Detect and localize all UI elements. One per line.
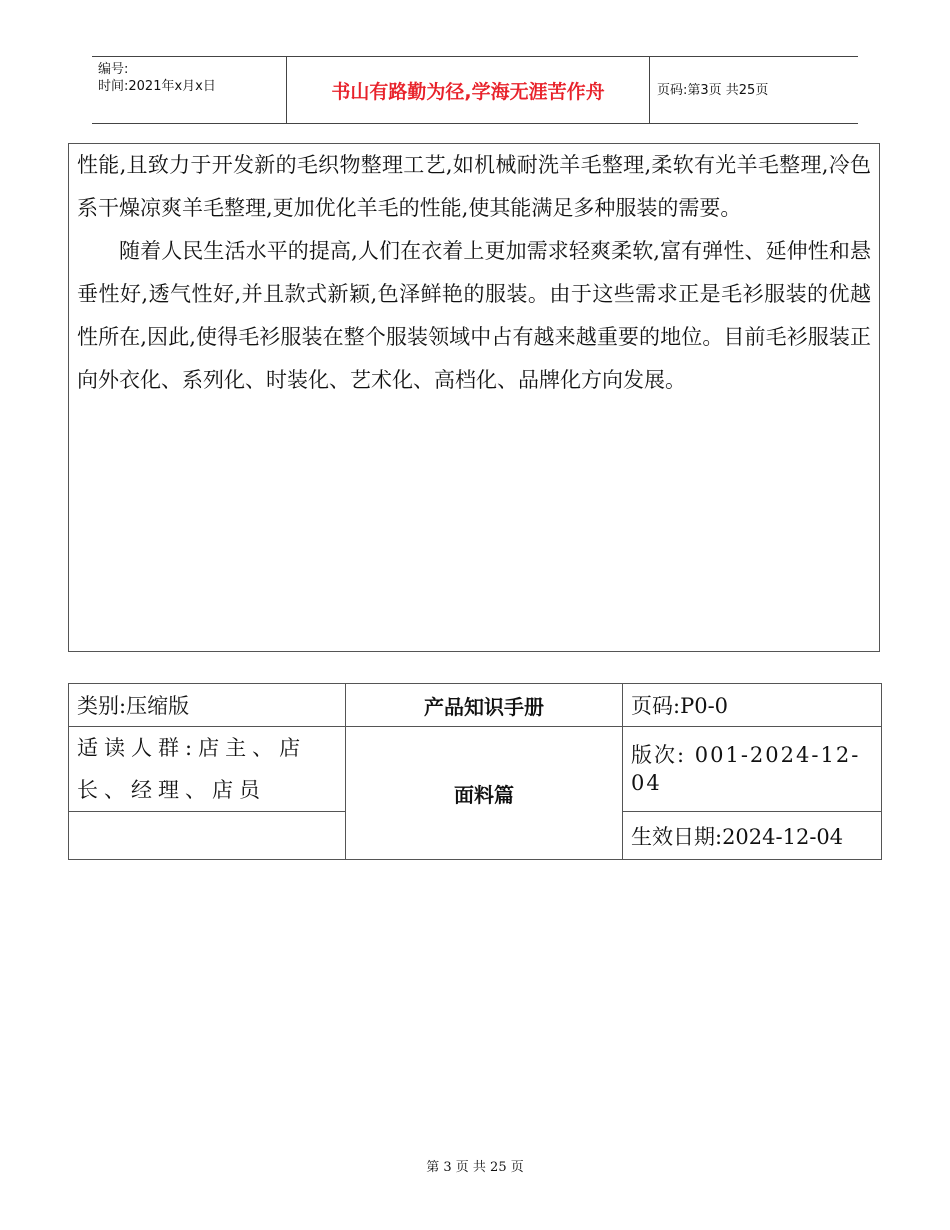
- paragraph-2: 随着人民生活水平的提高,人们在衣着上更加需求轻爽柔软,富有弹性、延伸性和悬垂性好,透气性好,并且款式新颖,色泽鲜艳的服装。由于这些需求正是毛衫服装的优越性所在,因此,使得毛衫服装在整个服装领域中占有越来越重要的地位。目前毛衫服装正向外衣化、系列化、时装化、艺术化、高档化、品牌化方向发展。: [77, 239, 871, 392]
- section-cell: 面料篇: [346, 727, 623, 860]
- header-page-cell: [649, 57, 858, 123]
- document-header: [92, 56, 858, 124]
- header-meta: [92, 57, 286, 123]
- serial-label: 编号:: [98, 62, 129, 77]
- time-label: 时间:2021年x月x日: [98, 79, 216, 94]
- header-motto: 书山有路勤为径,学海无涯苦作舟: [331, 80, 605, 103]
- empty-cell: [69, 812, 346, 860]
- audience-cell: 适读人群:店主、店长、经理、店员: [69, 727, 346, 812]
- page-footer: 第 3 页 共 25 页: [426, 1160, 524, 1175]
- effective-date-cell: 生效日期:2024-12-04: [623, 812, 882, 860]
- manual-title-cell: 产品知识手册: [346, 684, 623, 727]
- header-page-info: 页码:第3页 共25页: [657, 82, 769, 98]
- content-box: [68, 143, 880, 652]
- page-code-cell: 页码:P0-0: [623, 684, 882, 727]
- paragraph-1: 性能,且致力于开发新的毛织物整理工艺,如机械耐洗羊毛整理,柔软有光羊毛整理,冷色系干燥凉爽羊毛整理,更加优化羊毛的性能,使其能满足多种服装的需要。: [77, 153, 871, 220]
- version-cell: 版次: 001-2024-12-04: [623, 727, 882, 812]
- document-info-table: [68, 683, 882, 860]
- header-motto-cell: [286, 57, 650, 123]
- category-cell: 类别:压缩版: [69, 684, 346, 727]
